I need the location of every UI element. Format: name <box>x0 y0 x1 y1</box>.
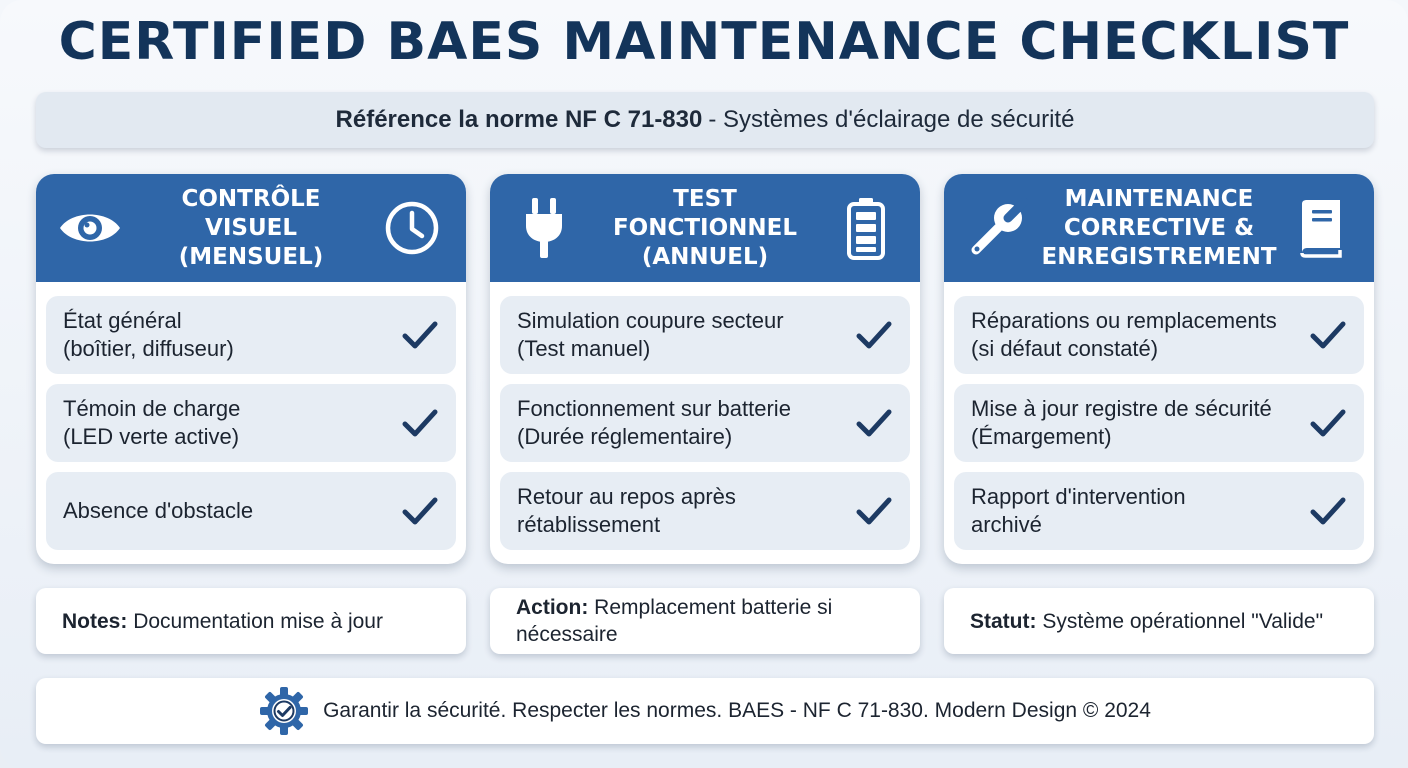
footer-text: Garantir la sécurité. Respecter les normes. BAES - NF C 71-830. Modern Design © 2024 <box>323 699 1151 722</box>
card-header <box>944 174 1374 282</box>
card-title: MAINTENANCE CORRECTIVE & ENREGISTREMENT <box>1041 185 1277 270</box>
notes-box <box>36 588 466 654</box>
checklist-item: Mise à jour registre de sécurité (Émargement) <box>954 384 1364 462</box>
note-text: Système opérationnel "Valide" <box>1042 609 1324 633</box>
note-label: Action: <box>516 596 589 619</box>
card-header <box>490 174 920 282</box>
checkmark-icon <box>854 491 894 531</box>
note-text: Remplacement batterie si nécessaire <box>516 596 833 646</box>
checkmark-icon <box>400 403 440 443</box>
battery-icon <box>834 196 898 260</box>
note-label: Notes: <box>62 609 128 633</box>
card-corrective-maintenance <box>944 174 1374 564</box>
note-text: Documentation mise à jour <box>133 609 383 633</box>
book-icon <box>1288 196 1352 260</box>
plug-icon <box>512 196 576 260</box>
card-title: TEST FONCTIONNEL (ANNUEL) <box>612 185 798 270</box>
checklist-item: Absence d'obstacle <box>46 472 456 550</box>
card-visual-check <box>36 174 466 564</box>
checkmark-icon <box>854 403 894 443</box>
checkmark-icon <box>400 315 440 355</box>
checklist-item: État général (boîtier, diffuseur) <box>46 296 456 374</box>
eye-icon <box>58 196 122 260</box>
card-title: CONTRÔLE VISUEL (MENSUEL) <box>178 185 324 270</box>
wrench-icon <box>966 196 1030 260</box>
checklist-item: Fonctionnement sur batterie (Durée réglementaire) <box>500 384 910 462</box>
action-box <box>490 588 920 654</box>
checkmark-icon <box>400 491 440 531</box>
checkmark-icon <box>854 315 894 355</box>
footer-bar <box>36 678 1374 744</box>
card-header <box>36 174 466 282</box>
card-functional-test <box>490 174 920 564</box>
checkmark-icon <box>1308 403 1348 443</box>
checklist-item: Réparations ou remplacements (si défaut constaté) <box>954 296 1364 374</box>
checklist-item: Retour au repos après rétablissement <box>500 472 910 550</box>
status-box <box>944 588 1374 654</box>
gear-check-icon <box>259 686 309 736</box>
checklist-item: Rapport d'intervention archivé <box>954 472 1364 550</box>
reference-bar <box>36 92 1374 148</box>
checkmark-icon <box>1308 491 1348 531</box>
note-label: Statut: <box>970 609 1037 633</box>
reference-standard: Référence la norme NF C 71-830 <box>335 106 703 133</box>
page-title: CERTIFIED BAES MAINTENANCE CHECKLIST <box>58 12 1350 72</box>
clock-icon <box>380 196 444 260</box>
checkmark-icon <box>1308 315 1348 355</box>
checklist-item: Témoin de charge (LED verte active) <box>46 384 456 462</box>
reference-description: - Systèmes d'éclairage de sécurité <box>708 106 1075 133</box>
checklist-item: Simulation coupure secteur (Test manuel) <box>500 296 910 374</box>
